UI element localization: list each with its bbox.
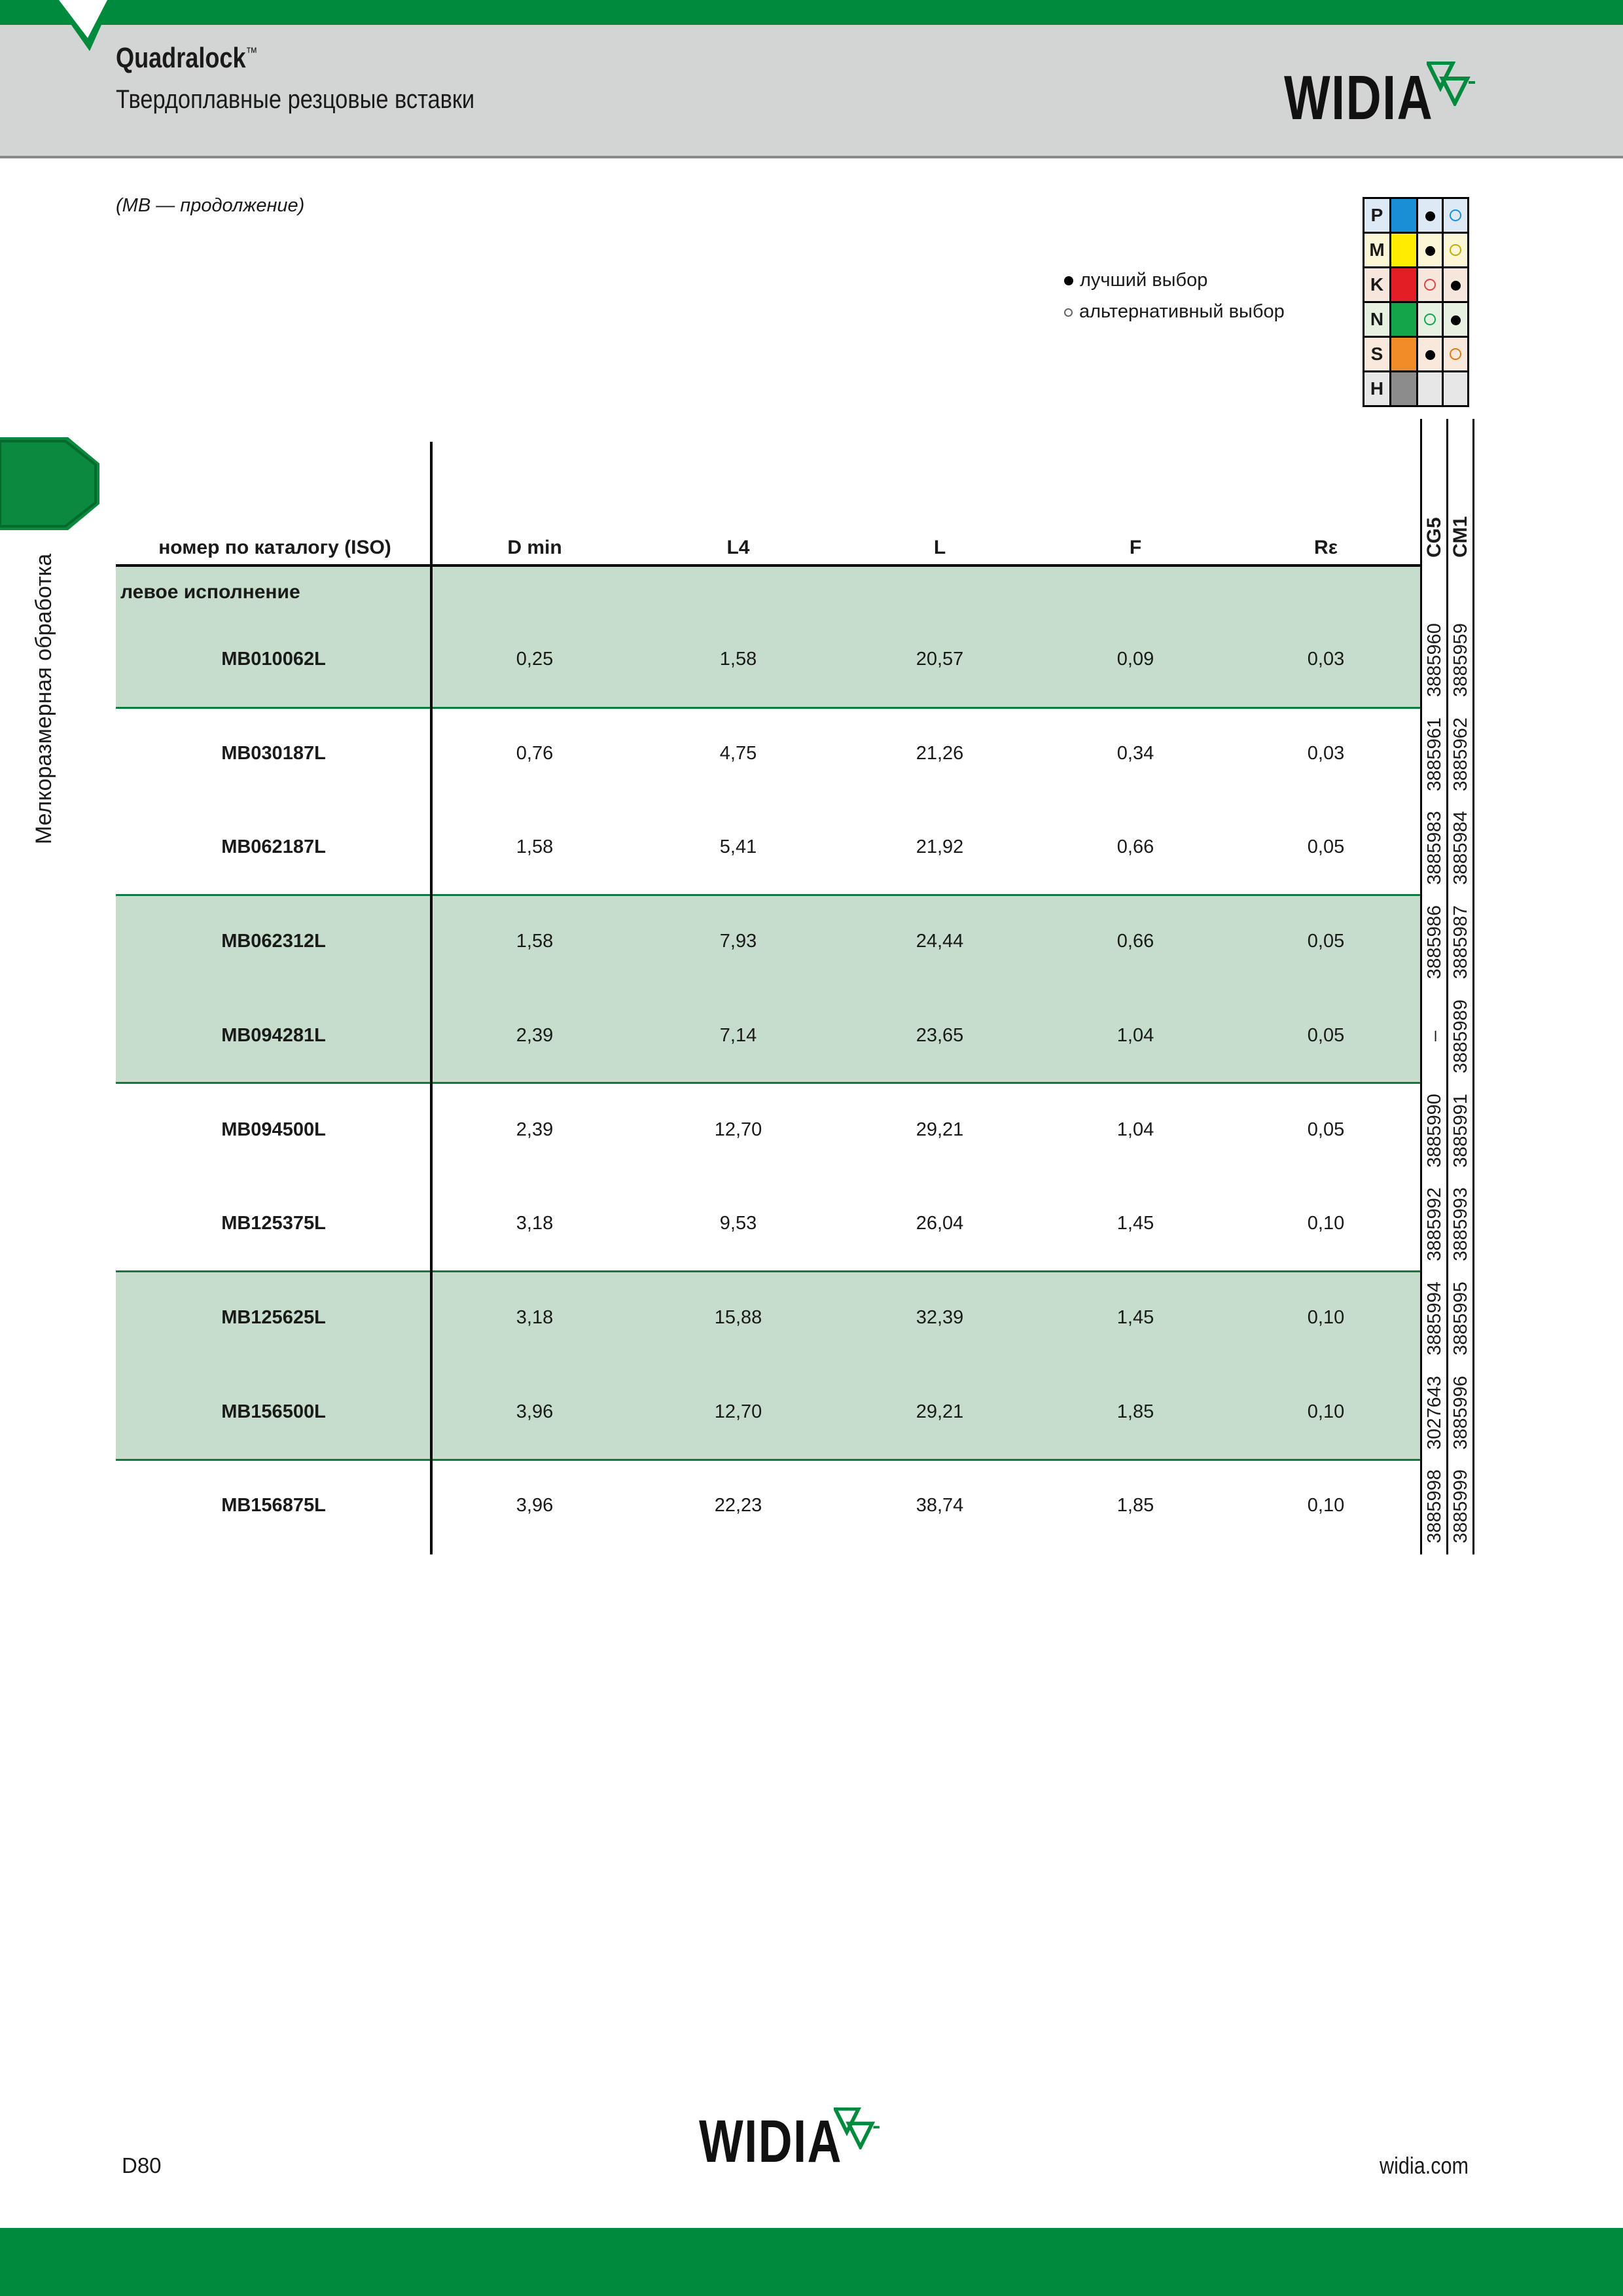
cell-re: 0,05 (1307, 1025, 1345, 1046)
material-letter: S (1364, 337, 1391, 372)
cell-f: 1,04 (1116, 1119, 1154, 1140)
material-grade-mark (1418, 337, 1443, 372)
cell-re: 0,10 (1307, 1307, 1345, 1328)
material-grade-mark (1443, 337, 1469, 372)
cell-l: 21,26 (916, 743, 964, 764)
cell-l: 29,21 (916, 1119, 964, 1140)
cell-re: 0,10 (1307, 1401, 1345, 1422)
cell-dmin: 2,39 (516, 1025, 554, 1046)
open-dot-icon (1064, 308, 1073, 317)
filled-dot-icon (1064, 276, 1073, 285)
grade-divider-mid (1446, 419, 1448, 1554)
cell-dmin: 1,58 (516, 836, 554, 857)
filled-dot-icon (1425, 350, 1435, 360)
cell-l: 24,44 (916, 931, 964, 952)
legend-best: лучший выбор (1064, 264, 1285, 296)
material-color-swatch (1391, 198, 1418, 233)
material-row-p (1364, 198, 1469, 233)
open-dot-icon (1450, 348, 1461, 360)
material-color-swatch (1391, 302, 1418, 337)
material-grade-mark (1418, 268, 1443, 302)
material-letter: K (1364, 268, 1391, 302)
row-divider (116, 894, 1421, 896)
cell-f: 0,66 (1116, 836, 1154, 857)
cell-dmin: 3,18 (516, 1307, 554, 1328)
cell-iso: MB156875L (221, 1495, 326, 1516)
iso-column-divider (430, 442, 433, 1554)
cell-l4: 12,70 (714, 1401, 762, 1422)
section-side-label: Мелкоразмерная обработка (31, 553, 56, 844)
cell-f: 0,66 (1116, 931, 1154, 952)
cell-f: 0,34 (1116, 743, 1154, 764)
material-row-h (1364, 372, 1469, 406)
cell-l: 38,74 (916, 1495, 964, 1516)
widia-logo-icon (1427, 62, 1476, 106)
cell-f: 1,85 (1116, 1401, 1154, 1422)
cell-dmin: 0,25 (516, 649, 554, 670)
open-dot-icon (1424, 279, 1436, 291)
cell-re: 0,10 (1307, 1495, 1345, 1516)
cell-re: 0,03 (1307, 743, 1345, 764)
cell-order-code-cg5: – (1424, 1030, 1445, 1041)
material-color-swatch (1391, 268, 1418, 302)
cell-iso: MB062187L (221, 836, 326, 857)
material-grade-mark (1418, 372, 1443, 406)
cell-order-code-cm1: 3885995 (1450, 1282, 1471, 1355)
cell-iso: MB094281L (221, 1025, 326, 1046)
cell-order-code-cg5: 3885960 (1424, 623, 1445, 697)
row-divider (116, 1082, 1421, 1084)
cell-l4: 1,58 (719, 649, 757, 670)
material-color-swatch (1391, 372, 1418, 406)
filled-dot-icon (1451, 281, 1461, 291)
material-color-swatch (1391, 233, 1418, 268)
grade-header-cg5: CG5 (1423, 517, 1445, 558)
cell-l4: 12,70 (714, 1119, 762, 1140)
column-header-l4: L4 (726, 537, 750, 558)
cell-re: 0,05 (1307, 931, 1345, 952)
material-letter: H (1364, 372, 1391, 406)
row-band (116, 895, 1421, 1083)
material-row-k (1364, 268, 1469, 302)
cell-iso: MB125625L (221, 1307, 326, 1328)
cell-re: 0,10 (1307, 1213, 1345, 1234)
cell-order-code-cm1: 3885987 (1450, 905, 1471, 979)
row-band (116, 567, 1421, 708)
cell-re: 0,05 (1307, 836, 1345, 857)
material-letter: N (1364, 302, 1391, 337)
cell-dmin: 3,18 (516, 1213, 554, 1234)
cell-order-code-cm1: 3885996 (1450, 1376, 1471, 1450)
cell-l: 20,57 (916, 649, 964, 670)
cell-l4: 9,53 (719, 1213, 757, 1234)
page-subtitle: Твердоплавные резцовые вставки (116, 85, 475, 114)
cell-dmin: 2,39 (516, 1119, 554, 1140)
material-grade-mark (1418, 302, 1443, 337)
page-title: Quadralock™ (116, 42, 258, 74)
cell-l: 29,21 (916, 1401, 964, 1422)
cell-iso: MB010062L (221, 649, 326, 670)
cell-l: 32,39 (916, 1307, 964, 1328)
cell-f: 0,09 (1116, 649, 1154, 670)
cell-order-code-cm1: 3885984 (1450, 811, 1471, 885)
cell-iso: MB030187L (221, 743, 326, 764)
column-header-l: L (933, 537, 946, 558)
material-grade-mark (1443, 372, 1469, 406)
column-header-iso: номер по каталогу (ISO) (158, 537, 391, 558)
cell-order-code-cg5: 3885992 (1424, 1187, 1445, 1261)
cell-dmin: 0,76 (516, 743, 554, 764)
cell-l4: 4,75 (719, 743, 757, 764)
cell-f: 1,45 (1116, 1307, 1154, 1328)
cell-order-code-cm1: 3885993 (1450, 1187, 1471, 1261)
material-grade-mark (1418, 233, 1443, 268)
material-grid (1363, 197, 1469, 407)
cell-l4: 7,14 (719, 1025, 757, 1046)
cell-iso: MB125375L (221, 1213, 326, 1234)
cell-iso: MB094500L (221, 1119, 326, 1140)
filled-dot-icon (1425, 246, 1435, 256)
corner-triangle (54, 0, 113, 52)
column-header-dmin: D min (507, 537, 562, 558)
widia-logo (1284, 63, 1476, 133)
cell-order-code-cm1: 3885991 (1450, 1094, 1471, 1168)
cell-order-code-cm1: 3885962 (1450, 717, 1471, 791)
column-header-f: F (1129, 537, 1142, 558)
material-row-s (1364, 337, 1469, 372)
cell-order-code-cm1: 3885959 (1450, 623, 1471, 697)
cell-order-code-cm1: 3885989 (1450, 999, 1471, 1073)
material-grade-mark (1418, 198, 1443, 233)
cell-order-code-cg5: 3885998 (1424, 1469, 1445, 1543)
cell-order-code-cg5: 3885983 (1424, 811, 1445, 885)
cell-iso: MB156500L (221, 1401, 326, 1422)
material-letter: P (1364, 198, 1391, 233)
footer-logo-text: WIDIA (699, 2108, 843, 2175)
cell-order-code-cg5: 3885961 (1424, 717, 1445, 791)
material-grade-mark (1443, 198, 1469, 233)
cell-l4: 22,23 (714, 1495, 762, 1516)
cell-order-code-cm1: 3885999 (1450, 1469, 1471, 1543)
grade-header-cm1: CM1 (1450, 516, 1471, 558)
row-divider (116, 707, 1421, 709)
cell-l: 23,65 (916, 1025, 964, 1046)
footer-widia-logo (699, 2108, 883, 2175)
cell-l4: 5,41 (719, 836, 757, 857)
website-link[interactable]: widia.com (1380, 2152, 1469, 2179)
widia-logo-icon (834, 2108, 881, 2149)
cell-l4: 15,88 (714, 1307, 762, 1328)
material-row-m (1364, 233, 1469, 268)
section-title: левое исполнение (120, 581, 300, 603)
cell-dmin: 1,58 (516, 931, 554, 952)
open-dot-icon (1424, 314, 1436, 325)
top-stripe (0, 0, 1623, 25)
header-rule (116, 564, 1421, 567)
row-band (116, 1272, 1421, 1460)
legend (1064, 264, 1285, 327)
cell-order-code-cg5: 3885986 (1424, 905, 1445, 979)
cell-re: 0,03 (1307, 649, 1345, 670)
cell-dmin: 3,96 (516, 1401, 554, 1422)
cell-re: 0,05 (1307, 1119, 1345, 1140)
material-grade-mark (1443, 233, 1469, 268)
grade-divider-right (1472, 419, 1474, 1554)
logo-text: WIDIA (1284, 63, 1434, 133)
page-number: D80 (122, 2153, 162, 2178)
continuation-note: (MB — продолжение) (116, 195, 305, 216)
cell-f: 1,04 (1116, 1025, 1154, 1046)
material-letter: M (1364, 233, 1391, 268)
column-header-re: Rε (1314, 537, 1338, 558)
cell-f: 1,85 (1116, 1495, 1154, 1516)
cell-order-code-cg5: 3885994 (1424, 1282, 1445, 1355)
material-grade-mark (1443, 302, 1469, 337)
row-divider (116, 1459, 1421, 1461)
filled-dot-icon (1425, 211, 1435, 221)
open-dot-icon (1450, 209, 1461, 221)
section-tab (0, 437, 99, 530)
material-grade-mark (1443, 268, 1469, 302)
bottom-stripe (0, 2228, 1623, 2296)
cell-dmin: 3,96 (516, 1495, 554, 1516)
material-color-swatch (1391, 337, 1418, 372)
cell-l: 26,04 (916, 1213, 964, 1234)
row-divider (116, 1270, 1421, 1272)
material-row-n (1364, 302, 1469, 337)
open-dot-icon (1450, 244, 1461, 256)
cell-order-code-cg5: 3885990 (1424, 1094, 1445, 1168)
cell-l4: 7,93 (719, 931, 757, 952)
grade-divider-left (1420, 419, 1422, 1554)
cell-iso: MB062312L (221, 931, 326, 952)
filled-dot-icon (1451, 315, 1461, 325)
legend-alternative: альтернативный выбор (1064, 296, 1285, 327)
cell-f: 1,45 (1116, 1213, 1154, 1234)
cell-l: 21,92 (916, 836, 964, 857)
cell-order-code-cg5: 3027643 (1424, 1376, 1445, 1450)
